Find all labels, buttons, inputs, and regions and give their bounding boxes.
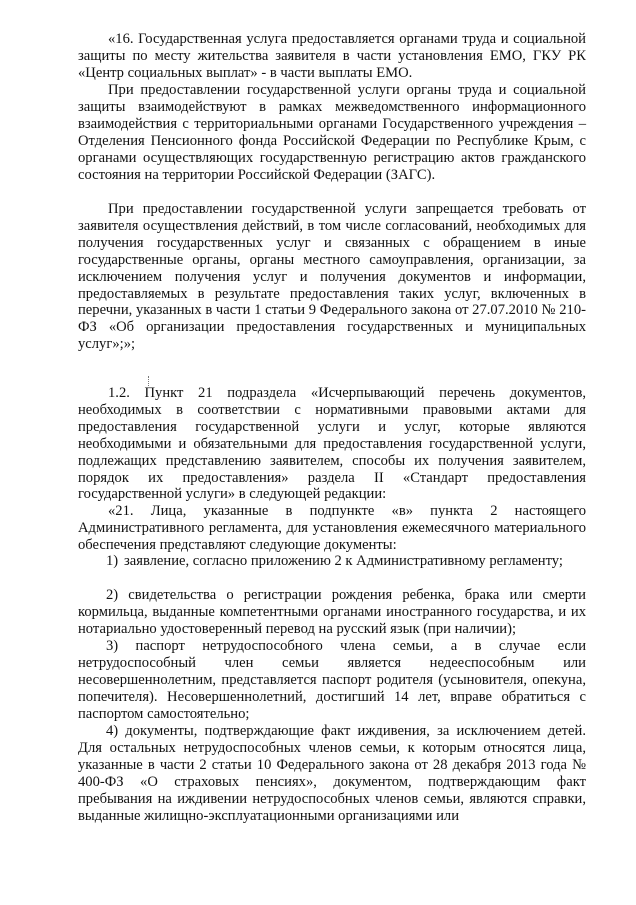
list-item-1 (78, 553, 586, 570)
list-item-1-number: 1) (106, 553, 119, 569)
list-item-2: 2) свидетельства о регистрации рождения ребенка, брака или смерти кормильца, выданные компетентными органами иностранного государства, и их нотариально удостоверенный перевод на русский язык (при наличии); (78, 587, 586, 637)
paragraph-interaction: При предоставлении государственной услуги органы труда и социальной защиты взаимодействуют в рамках межведомственного информационного взаимодействия с территориальными органами Государственного учреждения – Отделения Пенсионного фонда Российской Федерации по Республике Крым, с органами осуществляющих государственную регистрацию актов гражданского состояния на территории Российской Федерации (ЗАГС). (78, 82, 586, 183)
paragraph-16: «16. Государственная услуга предоставляется органами труда и социальной защиты по месту жительства заявителя в части установления ЕМО, ГКУ РК «Центр социальных выплат» - в части выплаты ЕМО. (78, 31, 586, 81)
paragraph-prohibition: При предоставлении государственной услуги запрещается требовать от заявителя осуществления действий, в том числе согласований, необходимых для получения государственных услуг и связанных с обращением в иные государственные органы, органы местного самоуправления, организации, за исключением получения услуг и получения документов и информации, предоставляемых в результате предоставления таких услуг, включенных в перечни, указанных в части 1 статьи 9 Федерального закона от 27.07.2010 № 210-ФЗ «Об организации предоставления государственных и муниципальных услуг»;»; (78, 201, 586, 353)
paragraph-21: «21. Лица, указанные в подпункте «в» пункта 2 настоящего Административного регламента, для установления ежемесячного материального обеспечения представляют следующие документы: (78, 503, 586, 553)
paragraph-1-2: 1.2. Пункт 21 подраздела «Исчерпывающий перечень документов, необходимых в соответствии с нормативными правовыми актами для предоставления государственной услуги и услуг, которые являются необходимыми и обязательными для предоставления государственной услуги, подлежащих представлению заявителем, способы их получения заявителем, порядок их предоставления» раздела II «Стандарт предоставления государственной услуги» в следующей редакции: (78, 385, 586, 503)
list-item-1-text: заявление, согласно приложению 2 к Административному регламенту; (124, 553, 563, 569)
list-item-4: 4) документы, подтверждающие факт иждивения, за исключением детей. Для остальных нетрудоспособных членов семьи, к которым относятся лица, указанные в части 2 статьи 10 Федерального закона от 28 декабря 2013 года № 400-ФЗ «О страховых пенсиях», документом, подтверждающим факт пребывания на иждивении нетрудоспособных членов семьи, являются справки, выданные жилищно-эксплуатационными организациями или (78, 723, 586, 824)
list-item-3: 3) паспорт нетрудоспособного члена семьи, а в случае если нетрудоспособный член семьи является недееспособным или несовершеннолетним, представляется паспорт родителя (усыновителя, опекуна, попечителя). Несовершеннолетний, достигший 14 лет, вправе обратиться с паспортом самостоятельно; (78, 638, 586, 722)
